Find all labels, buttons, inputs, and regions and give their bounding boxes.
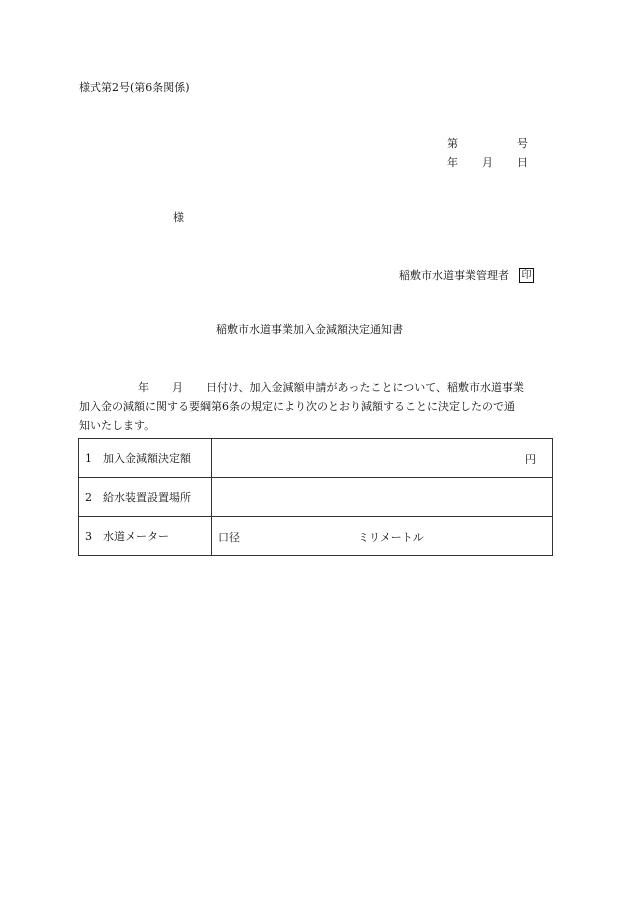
row-number: 1 bbox=[85, 451, 92, 465]
diameter-label: 口径 bbox=[218, 531, 240, 544]
row-label: 給水装置設置場所 bbox=[103, 490, 191, 504]
addressee-honorific: 様 bbox=[173, 211, 184, 224]
row-label-cell bbox=[79, 439, 212, 478]
meter-value-cell bbox=[212, 517, 553, 556]
seal-mark: 印 bbox=[519, 268, 534, 283]
row-label: 水道メーター bbox=[103, 529, 169, 543]
body-month-label: 月 bbox=[172, 381, 183, 394]
date-day-label: 日 bbox=[517, 156, 528, 169]
row-label: 加入金減額決定額 bbox=[103, 451, 191, 465]
issuer-block bbox=[399, 268, 534, 283]
yen-unit: 円 bbox=[525, 453, 536, 466]
table-row bbox=[79, 517, 553, 556]
date-month-label: 月 bbox=[482, 156, 493, 169]
row-label-cell bbox=[79, 517, 212, 556]
table-row bbox=[79, 439, 553, 478]
document-number-label: 第 bbox=[447, 137, 458, 150]
form-number: 様式第2号(第6条関係) bbox=[79, 81, 190, 94]
diameter-unit: ミリメートル bbox=[358, 531, 424, 544]
location-value-cell bbox=[212, 478, 553, 517]
document-title: 稲敷市水道事業加入金減額決定通知書 bbox=[216, 323, 403, 336]
issuer-name: 稲敷市水道事業管理者 bbox=[399, 269, 509, 282]
body-line-1-text: 日付け、加入金減額申請があったことについて、稲敷市水道事業 bbox=[206, 381, 525, 394]
row-label-cell bbox=[79, 478, 212, 517]
body-line-2: 加入金の減額に関する要綱第6条の規定により次のとおり減額することに決定したので通 bbox=[79, 400, 515, 413]
body-year-label: 年 bbox=[138, 381, 149, 394]
document-number-suffix: 号 bbox=[517, 137, 528, 150]
amount-value-cell bbox=[212, 439, 553, 478]
body-line-3: 知いたします。 bbox=[79, 419, 156, 432]
details-table bbox=[78, 438, 553, 556]
date-year-label: 年 bbox=[447, 156, 458, 169]
row-number: 2 bbox=[85, 490, 92, 504]
body-line-1 bbox=[79, 380, 559, 399]
row-number: 3 bbox=[85, 529, 92, 543]
table-row bbox=[79, 478, 553, 517]
body-paragraph bbox=[79, 380, 559, 437]
